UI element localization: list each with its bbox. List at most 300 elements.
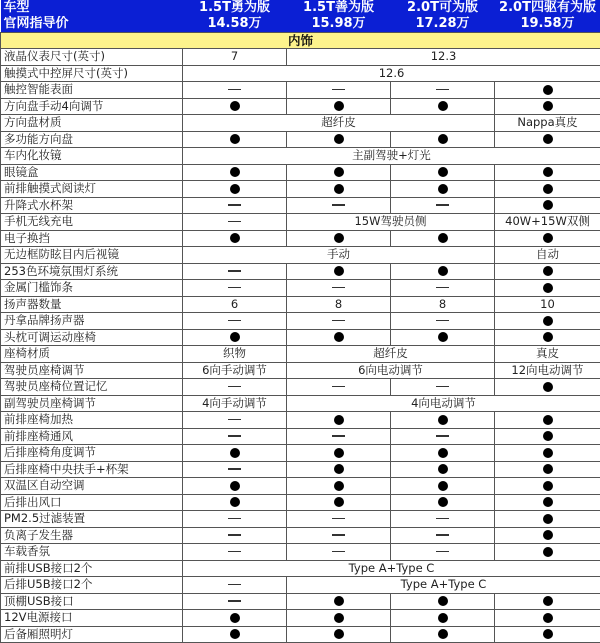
standard-dot-icon xyxy=(543,514,553,524)
section-header-row xyxy=(1,33,600,49)
standard-cell xyxy=(391,164,495,181)
standard-dot-icon xyxy=(230,613,240,623)
standard-dot-icon xyxy=(543,481,553,491)
standard-cell xyxy=(391,494,495,511)
standard-cell xyxy=(495,445,600,462)
not-available-cell xyxy=(183,428,287,445)
row-label: 丹拿品牌扬声器 xyxy=(1,313,183,330)
standard-cell xyxy=(183,131,287,148)
value-cell: 自动 xyxy=(495,247,600,264)
dash-icon xyxy=(436,320,449,322)
table-row xyxy=(1,329,600,346)
table-row xyxy=(1,445,600,462)
dash-icon xyxy=(228,534,241,536)
not-available-cell xyxy=(391,197,495,214)
standard-dot-icon xyxy=(438,464,448,474)
table-row xyxy=(1,593,600,610)
standard-cell xyxy=(495,131,600,148)
not-available-cell xyxy=(287,379,391,396)
standard-dot-icon xyxy=(438,101,448,111)
dash-icon xyxy=(436,287,449,289)
table-row xyxy=(1,560,600,577)
standard-dot-icon xyxy=(438,266,448,276)
dash-icon xyxy=(228,435,241,437)
standard-cell xyxy=(183,98,287,115)
dash-icon xyxy=(332,551,345,553)
standard-dot-icon xyxy=(334,497,344,507)
row-label: 前排座椅通风 xyxy=(1,428,183,445)
standard-cell xyxy=(183,494,287,511)
trim-name: 1.5T勇为版 xyxy=(183,0,287,16)
dash-icon xyxy=(436,551,449,553)
standard-cell xyxy=(391,230,495,247)
table-row xyxy=(1,544,600,561)
standard-cell xyxy=(183,181,287,198)
value-cell: 8 xyxy=(391,296,495,313)
standard-cell xyxy=(287,412,391,429)
table-row xyxy=(1,164,600,181)
table-row xyxy=(1,148,600,165)
standard-dot-icon xyxy=(543,448,553,458)
standard-cell xyxy=(183,329,287,346)
not-available-cell xyxy=(183,511,287,528)
standard-cell xyxy=(391,181,495,198)
standard-cell xyxy=(391,98,495,115)
row-label: 253色环境氛围灯系统 xyxy=(1,263,183,280)
not-available-cell xyxy=(391,511,495,528)
not-available-cell xyxy=(183,593,287,610)
standard-cell xyxy=(495,511,600,528)
table-row xyxy=(1,65,600,82)
standard-dot-icon xyxy=(438,497,448,507)
not-available-cell xyxy=(183,214,287,231)
standard-dot-icon xyxy=(543,530,553,540)
row-label: 后排出风口 xyxy=(1,494,183,511)
standard-cell xyxy=(287,494,391,511)
dash-icon xyxy=(332,89,345,91)
not-available-cell xyxy=(183,527,287,544)
dash-icon xyxy=(228,221,241,223)
standard-dot-icon xyxy=(230,629,240,639)
row-label: 触控智能表面 xyxy=(1,82,183,99)
dash-icon xyxy=(436,204,449,206)
standard-cell xyxy=(495,263,600,280)
row-label: 方向盘手动4向调节 xyxy=(1,98,183,115)
row-label: 金属门槛饰条 xyxy=(1,280,183,297)
row-label: PM2.5过滤装置 xyxy=(1,511,183,528)
row-label: 双温区自动空调 xyxy=(1,478,183,495)
value-cell: 超纤皮 xyxy=(183,115,495,132)
row-label: 升降式水杯架 xyxy=(1,197,183,214)
value-cell: Type A+Type C xyxy=(287,577,600,594)
standard-cell xyxy=(391,263,495,280)
standard-dot-icon xyxy=(543,266,553,276)
table-row xyxy=(1,115,600,132)
dash-icon xyxy=(332,204,345,206)
standard-cell xyxy=(495,544,600,561)
standard-dot-icon xyxy=(334,266,344,276)
table-row xyxy=(1,263,600,280)
row-label: 负离子发生器 xyxy=(1,527,183,544)
not-available-cell xyxy=(391,428,495,445)
standard-dot-icon xyxy=(438,184,448,194)
not-available-cell xyxy=(183,82,287,99)
standard-dot-icon xyxy=(230,497,240,507)
standard-cell xyxy=(495,313,600,330)
standard-cell xyxy=(495,412,600,429)
standard-dot-icon xyxy=(543,283,553,293)
standard-dot-icon xyxy=(543,101,553,111)
standard-dot-icon xyxy=(230,134,240,144)
dash-icon xyxy=(228,270,241,272)
standard-dot-icon xyxy=(543,613,553,623)
standard-dot-icon xyxy=(334,332,344,342)
not-available-cell xyxy=(287,313,391,330)
row-label: 眼镜盒 xyxy=(1,164,183,181)
table-row xyxy=(1,362,600,379)
trim-price-row xyxy=(1,16,600,33)
row-label: 驾驶员座椅位置记忆 xyxy=(1,379,183,396)
standard-cell xyxy=(391,445,495,462)
standard-dot-icon xyxy=(230,481,240,491)
standard-cell xyxy=(391,610,495,627)
standard-cell xyxy=(287,181,391,198)
row-label: 触摸式中控屏尺寸(英寸) xyxy=(1,65,183,82)
standard-cell xyxy=(287,478,391,495)
row-label: 车内化妆镜 xyxy=(1,148,183,165)
not-available-cell xyxy=(183,280,287,297)
trim-name: 2.0T可为版 xyxy=(391,0,495,16)
not-available-cell xyxy=(391,544,495,561)
not-available-cell xyxy=(287,511,391,528)
table-row xyxy=(1,428,600,445)
value-cell: 12.6 xyxy=(183,65,600,82)
standard-dot-icon xyxy=(230,184,240,194)
table-row xyxy=(1,131,600,148)
not-available-cell xyxy=(391,280,495,297)
standard-dot-icon xyxy=(543,547,553,557)
value-cell: 10 xyxy=(495,296,600,313)
standard-dot-icon xyxy=(543,332,553,342)
trim-price: 15.98万 xyxy=(287,16,391,33)
trim-price: 14.58万 xyxy=(183,16,287,33)
standard-cell xyxy=(495,197,600,214)
dash-icon xyxy=(228,551,241,553)
standard-dot-icon xyxy=(334,629,344,639)
standard-cell xyxy=(183,610,287,627)
standard-dot-icon xyxy=(543,415,553,425)
row-label: 车载香氛 xyxy=(1,544,183,561)
value-cell: 超纤皮 xyxy=(287,346,495,363)
value-cell: 真皮 xyxy=(495,346,600,363)
table-row xyxy=(1,527,600,544)
standard-cell xyxy=(183,626,287,643)
row-label: 座椅材质 xyxy=(1,346,183,363)
trim-name-row xyxy=(1,0,600,16)
standard-cell xyxy=(495,230,600,247)
standard-dot-icon xyxy=(438,134,448,144)
table-row xyxy=(1,181,600,198)
row-label: 后备厢照明灯 xyxy=(1,626,183,643)
standard-dot-icon xyxy=(334,464,344,474)
standard-cell xyxy=(495,527,600,544)
standard-dot-icon xyxy=(543,596,553,606)
value-cell: 6 xyxy=(183,296,287,313)
value-cell: 15W驾驶员侧 xyxy=(287,214,495,231)
value-cell: 织物 xyxy=(183,346,287,363)
standard-cell xyxy=(391,412,495,429)
table-row xyxy=(1,247,600,264)
section-title: 内饰 xyxy=(1,33,600,49)
standard-cell xyxy=(287,626,391,643)
not-available-cell xyxy=(183,412,287,429)
standard-cell xyxy=(287,164,391,181)
trim-price: 17.28万 xyxy=(391,16,495,33)
table-row xyxy=(1,461,600,478)
dash-icon xyxy=(228,518,241,520)
value-cell: Type A+Type C xyxy=(183,560,600,577)
standard-dot-icon xyxy=(230,167,240,177)
dash-icon xyxy=(332,534,345,536)
table-row xyxy=(1,395,600,412)
standard-dot-icon xyxy=(334,167,344,177)
standard-cell xyxy=(183,164,287,181)
row-label: 液晶仪表尺寸(英寸) xyxy=(1,49,183,66)
dash-icon xyxy=(332,435,345,437)
dash-icon xyxy=(228,386,241,388)
standard-cell xyxy=(495,379,600,396)
standard-cell xyxy=(495,626,600,643)
row-label: 电子换挡 xyxy=(1,230,183,247)
dash-icon xyxy=(436,89,449,91)
table-row xyxy=(1,494,600,511)
dash-icon xyxy=(228,320,241,322)
standard-dot-icon xyxy=(334,448,344,458)
standard-cell xyxy=(287,98,391,115)
not-available-cell xyxy=(391,82,495,99)
not-available-cell xyxy=(183,461,287,478)
standard-cell xyxy=(495,494,600,511)
standard-dot-icon xyxy=(543,184,553,194)
table-row xyxy=(1,98,600,115)
value-cell: 手动 xyxy=(183,247,495,264)
value-cell: 12.3 xyxy=(287,49,600,66)
dash-icon xyxy=(332,386,345,388)
standard-cell xyxy=(287,131,391,148)
value-cell: 主副驾驶+灯光 xyxy=(183,148,600,165)
value-cell: 4向手动调节 xyxy=(183,395,287,412)
value-cell: 12向电动调节 xyxy=(495,362,600,379)
standard-dot-icon xyxy=(230,332,240,342)
table-row xyxy=(1,379,600,396)
standard-cell xyxy=(495,329,600,346)
trim-name: 2.0T四驱有为版 xyxy=(495,0,600,16)
standard-dot-icon xyxy=(543,382,553,392)
standard-cell xyxy=(495,82,600,99)
standard-cell xyxy=(287,329,391,346)
row-label: 方向盘材质 xyxy=(1,115,183,132)
dash-icon xyxy=(436,518,449,520)
not-available-cell xyxy=(183,379,287,396)
standard-dot-icon xyxy=(543,629,553,639)
standard-dot-icon xyxy=(230,448,240,458)
not-available-cell xyxy=(287,280,391,297)
row-label: 副驾驶员座椅调节 xyxy=(1,395,183,412)
standard-dot-icon xyxy=(438,233,448,243)
price-label: 官网指导价 xyxy=(1,16,183,33)
table-row xyxy=(1,577,600,594)
standard-dot-icon xyxy=(334,596,344,606)
dash-icon xyxy=(228,600,241,602)
not-available-cell xyxy=(183,263,287,280)
standard-cell xyxy=(495,610,600,627)
table-row xyxy=(1,49,600,66)
not-available-cell xyxy=(287,527,391,544)
table-row xyxy=(1,214,600,231)
dash-icon xyxy=(228,584,241,586)
row-label: 后排座椅角度调节 xyxy=(1,445,183,462)
row-label: 后排U5B接口2个 xyxy=(1,577,183,594)
trim-name: 1.5T善为版 xyxy=(287,0,391,16)
row-label: 多功能方向盘 xyxy=(1,131,183,148)
standard-dot-icon xyxy=(334,184,344,194)
standard-cell xyxy=(495,181,600,198)
standard-dot-icon xyxy=(334,101,344,111)
table-row xyxy=(1,478,600,495)
dash-icon xyxy=(228,89,241,91)
standard-dot-icon xyxy=(230,101,240,111)
row-label: 扬声器数量 xyxy=(1,296,183,313)
standard-dot-icon xyxy=(334,415,344,425)
standard-dot-icon xyxy=(438,448,448,458)
standard-cell xyxy=(287,610,391,627)
table-row xyxy=(1,280,600,297)
dash-icon xyxy=(436,435,449,437)
standard-cell xyxy=(287,263,391,280)
dash-icon xyxy=(436,534,449,536)
not-available-cell xyxy=(183,577,287,594)
not-available-cell xyxy=(287,197,391,214)
standard-cell xyxy=(391,461,495,478)
not-available-cell xyxy=(183,197,287,214)
standard-cell xyxy=(183,230,287,247)
standard-dot-icon xyxy=(438,415,448,425)
standard-dot-icon xyxy=(438,613,448,623)
standard-cell xyxy=(391,329,495,346)
value-cell: Nappa真皮 xyxy=(495,115,600,132)
standard-dot-icon xyxy=(543,497,553,507)
dash-icon xyxy=(228,468,241,470)
dash-icon xyxy=(228,204,241,206)
row-label: 顶棚USB接口 xyxy=(1,593,183,610)
standard-dot-icon xyxy=(543,167,553,177)
model-label: 车型 xyxy=(1,0,183,16)
not-available-cell xyxy=(183,544,287,561)
standard-cell xyxy=(391,478,495,495)
standard-dot-icon xyxy=(334,613,344,623)
table-row xyxy=(1,230,600,247)
row-label: 驾驶员座椅调节 xyxy=(1,362,183,379)
dash-icon xyxy=(332,518,345,520)
table-row xyxy=(1,511,600,528)
standard-cell xyxy=(495,98,600,115)
table-row xyxy=(1,626,600,643)
spec-body xyxy=(1,49,600,643)
standard-cell xyxy=(391,131,495,148)
table-row xyxy=(1,610,600,627)
standard-dot-icon xyxy=(543,464,553,474)
standard-dot-icon xyxy=(334,481,344,491)
row-label: 前排触摸式阅读灯 xyxy=(1,181,183,198)
dash-icon xyxy=(332,287,345,289)
table-row xyxy=(1,82,600,99)
standard-cell xyxy=(495,164,600,181)
dash-icon xyxy=(228,287,241,289)
standard-cell xyxy=(495,478,600,495)
standard-dot-icon xyxy=(543,316,553,326)
standard-dot-icon xyxy=(543,134,553,144)
standard-dot-icon xyxy=(543,85,553,95)
not-available-cell xyxy=(391,313,495,330)
standard-dot-icon xyxy=(230,233,240,243)
standard-dot-icon xyxy=(543,233,553,243)
standard-dot-icon xyxy=(438,167,448,177)
standard-cell xyxy=(183,478,287,495)
standard-cell xyxy=(495,461,600,478)
dash-icon xyxy=(436,386,449,388)
not-available-cell xyxy=(287,82,391,99)
table-row xyxy=(1,313,600,330)
row-label: 头枕可调运动座椅 xyxy=(1,329,183,346)
standard-cell xyxy=(495,428,600,445)
not-available-cell xyxy=(391,527,495,544)
value-cell: 7 xyxy=(183,49,287,66)
standard-dot-icon xyxy=(438,629,448,639)
row-label: 前排座椅加热 xyxy=(1,412,183,429)
trim-price: 19.58万 xyxy=(495,16,600,33)
standard-cell xyxy=(495,593,600,610)
standard-cell xyxy=(495,280,600,297)
not-available-cell xyxy=(287,544,391,561)
dash-icon xyxy=(332,320,345,322)
standard-dot-icon xyxy=(334,134,344,144)
table-row xyxy=(1,412,600,429)
standard-dot-icon xyxy=(543,431,553,441)
standard-cell xyxy=(287,230,391,247)
standard-dot-icon xyxy=(438,332,448,342)
not-available-cell xyxy=(287,428,391,445)
standard-cell xyxy=(391,626,495,643)
value-cell: 6向手动调节 xyxy=(183,362,287,379)
not-available-cell xyxy=(183,313,287,330)
standard-cell xyxy=(287,593,391,610)
row-label: 后排座椅中央扶手+杯架 xyxy=(1,461,183,478)
standard-cell xyxy=(287,461,391,478)
row-label: 手机无线充电 xyxy=(1,214,183,231)
value-cell: 40W+15W双侧 xyxy=(495,214,600,231)
value-cell: 4向电动调节 xyxy=(287,395,600,412)
standard-dot-icon xyxy=(543,200,553,210)
not-available-cell xyxy=(391,379,495,396)
standard-dot-icon xyxy=(438,481,448,491)
value-cell: 8 xyxy=(287,296,391,313)
row-label: 前排USB接口2个 xyxy=(1,560,183,577)
standard-cell xyxy=(183,445,287,462)
table-row xyxy=(1,296,600,313)
row-label: 无边框防眩目内后视镜 xyxy=(1,247,183,264)
standard-dot-icon xyxy=(334,233,344,243)
value-cell: 6向电动调节 xyxy=(287,362,495,379)
